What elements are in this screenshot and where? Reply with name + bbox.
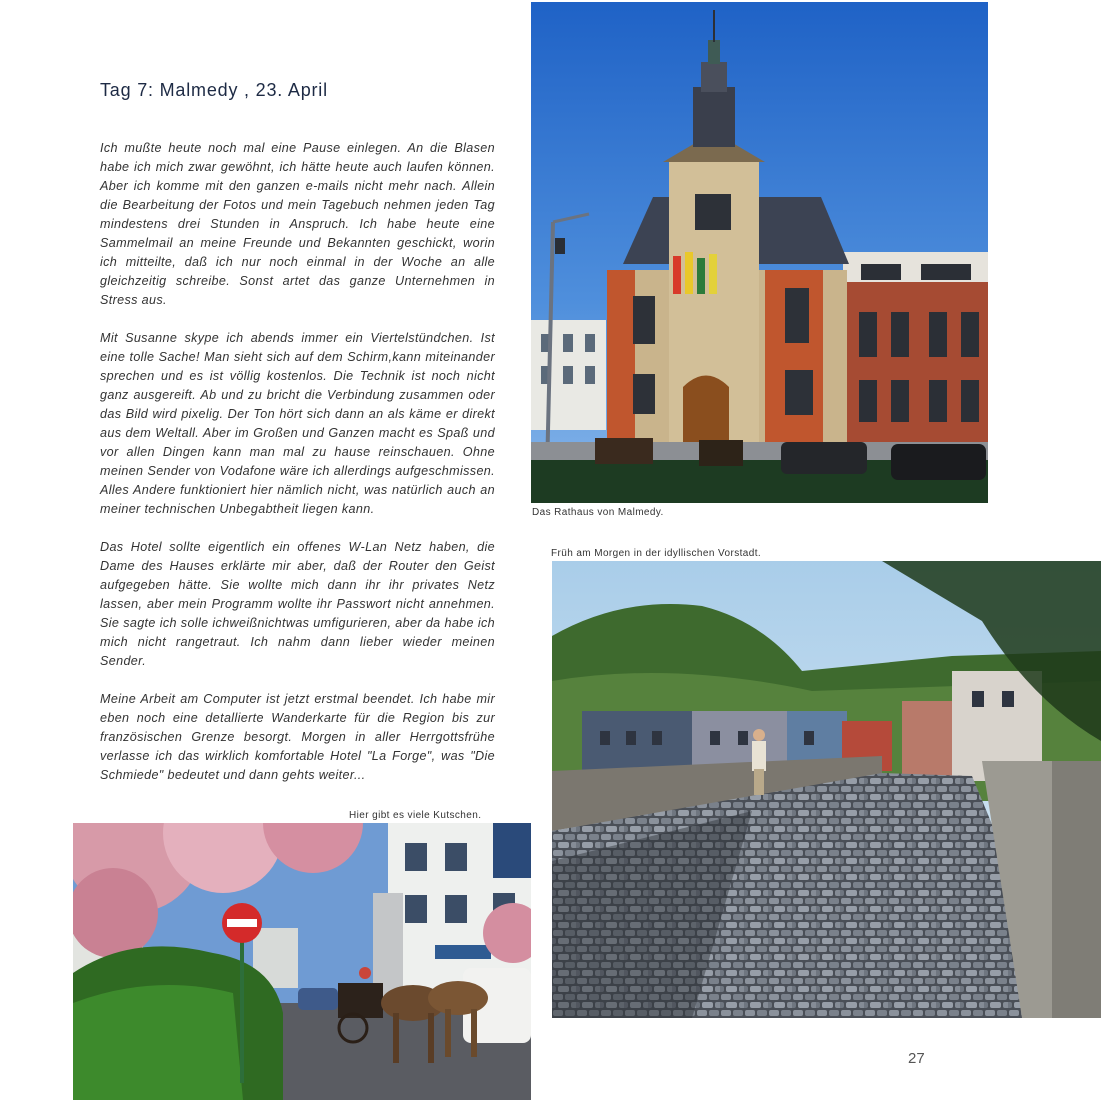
paragraph-3: Das Hotel sollte eigentlich ein offenes W-Lan Netz haben, die Dame des Hauses erklärte mir aber, daß der Router den Geist aufgegeben hätte. Sie wollte mich dann ihr ihr privates Netz lassen, aber mein Programm wollte ihr Passwort nicht annehmen. Sie sagte ich solle ichweißnichtwas umfigurieren, aber da habe ich mich nicht rangetraut. Ich nahm dann lieber wieder meinen Sender. <box>100 540 495 668</box>
carriages-caption: Hier gibt es viele Kutschen. <box>349 810 482 821</box>
town-hall-caption: Das Rathaus von Malmedy. <box>532 507 664 518</box>
paragraph-1: Ich mußte heute noch mal eine Pause einlegen. An die Blasen habe ich mich zwar gewöhnt, ich hätte heute auch laufen können. Aber ich komme mit den ganzen e-mails nicht mehr nach. Allein die Bearbeitung der Fotos und mein Tagebuch nehmen jeden Tag mindestens drei Stunden in Anspruch. Ich habe heute eine Sammelmail an meine Freunde und Bekannten geschickt, worin ich mitteilte, daß ich nur noch einmal in der Woche an alle gleichzeitig schreibe. Sonst artet das ganze Unternehmen in Stress aus. <box>100 141 495 307</box>
paragraph-4: Meine Arbeit am Computer ist jetzt erstmal beendet. Ich habe mir eben noch eine detallierte Wanderkarte für die Region bis zur französischen Grenze besorgt. Morgen in aller Herrgottsfrühe verlasse ich das wirklich komfortable Hotel "La Forge", was "Die Schmiede" bedeutet und dann gehts weiter... <box>100 692 495 782</box>
paragraph-2: Mit Susanne skype ich abends immer ein Viertelstündchen. Ist eine tolle Sache! Man sieht sich auf dem Schirm,kann miteinander sprechen und es ist völlig kostenlos. Die Technik ist noch nicht ganz ausgereift. Ab und zu bricht die Verbindung zusammen oder das Bild wird pixelig. Der Ton hört sich dann an als käme er direkt aus dem Weltall. Aber im Großen und Ganzen macht es Spaß und vor allen Dingen kann man mal zu hause reinschauen. Ohne meinen Sender von Vodafone wäre ich allerdings aufgeschmissen. Alles Andere funktioniert hier nämlich nicht, was natürlich auch an meiner technischen Unbegabtheit liegen kann. <box>100 331 495 516</box>
diary-text <box>100 139 495 804</box>
cobblestone-street-photo <box>552 561 1101 1018</box>
page-title: Tag 7: Malmedy , 23. April <box>100 80 328 100</box>
town-hall-photo <box>531 2 988 503</box>
page-number: 27 <box>908 1050 925 1067</box>
morning-caption: Früh am Morgen in der idyllischen Vorstadt. <box>551 548 762 559</box>
carriage-street-photo <box>73 823 531 1100</box>
